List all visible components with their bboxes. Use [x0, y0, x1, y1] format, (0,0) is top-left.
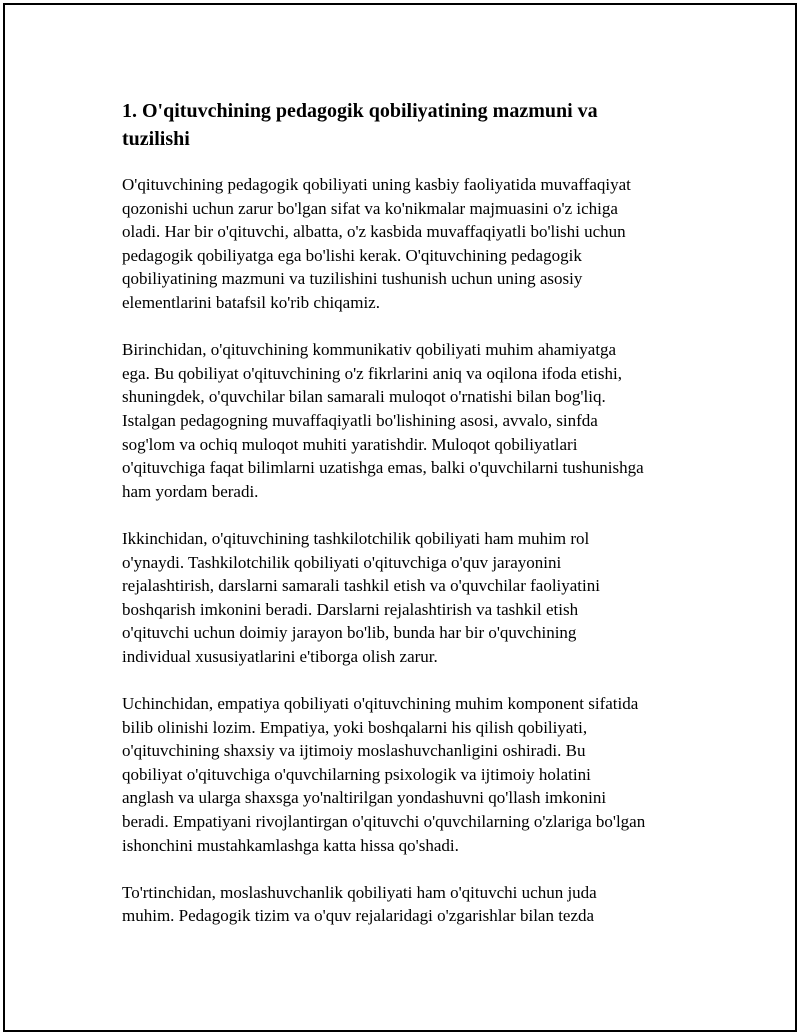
paragraph-third	[122, 692, 692, 857]
text-line: shuningdek, o'quvchilar bilan samarali muloqot o'rnatishi bilan bog'liq.	[122, 387, 606, 407]
text-line: o'qituvchiga faqat bilimlarni uzatishga emas, balki o'quvchilarni tushunishga	[122, 458, 644, 478]
text-line: bilib olinishi lozim. Empatiya, yoki boshqalarni his qilish qobiliyati,	[122, 717, 588, 737]
text-line: muhim. Pedagogik tizim va o'quv rejalaridagi o'zgarishlar bilan tezda	[122, 906, 595, 926]
text-line: qozonishi uchun zarur bo'lgan sifat va ko'nikmalar majmuasini o'z ichiga	[122, 198, 618, 218]
title-line: 1. O'qituvchining pedagogik qobiliyatining mazmuni va	[122, 100, 598, 122]
text-line: o'qituvchining shaxsiy va ijtimoiy moslashuvchanligini oshiradi. Bu	[122, 741, 586, 761]
text-line: Birinchidan, o'qituvchining kommunikativ qobiliyati muhim ahamiyatga	[122, 340, 617, 360]
text-line: qobiliyatining mazmuni va tuzilishini tushunish uchun uning asosiy	[122, 269, 583, 289]
text-line: o'qituvchi uchun doimiy jarayon bo'lib, bunda har bir o'quvchining	[122, 623, 577, 643]
text-line: beradi. Empatiyani rivojlantirgan o'qituvchi o'quvchilarning o'zlariga bo'lgan	[122, 812, 646, 832]
text-line: boshqarish imkonini beradi. Darslarni rejalashtirish va tashkil etish	[122, 599, 579, 619]
text-line: ega. Bu qobiliyat o'qituvchining o'z fikrlarini aniq va oqilona ifoda etishi,	[122, 363, 622, 383]
text-line: oladi. Har bir o'qituvchi, albatta, o'z kasbida muvaffaqiyatli bo'lishi uchun	[122, 222, 626, 242]
text-line: ishonchini mustahkamlashga katta hissa qo'shadi.	[122, 835, 459, 855]
text-line: sog'lom va ochiq muloqot muhiti yaratishdir. Muloqot qobiliyatlari	[122, 434, 578, 454]
paragraph-first	[122, 338, 692, 503]
text-line: Istalgan pedagogning muvaffaqiyatli bo'lishining asosi, avvalo, sinfda	[122, 410, 598, 430]
text-line: Uchinchidan, empatiya qobiliyati o'qituvchining muhim komponent sifatida	[122, 694, 639, 714]
text-line: O'qituvchining pedagogik qobiliyati uning kasbiy faoliyatida muvaffaqiyat	[122, 175, 631, 194]
text-line: anglash va ularga shaxsga yo'naltirilgan yondashuvni qo'llash imkonini	[122, 788, 607, 808]
paragraph-fourth	[122, 881, 692, 928]
section-title	[122, 97, 692, 153]
text-line: pedagogik qobiliyatga ega bo'lishi kerak. O'qituvchining pedagogik	[122, 245, 582, 265]
paragraph-second	[122, 527, 692, 669]
page-frame	[3, 3, 797, 1032]
text-line: Ikkinchidan, o'qituvchining tashkilotchilik qobiliyati ham muhim rol	[122, 528, 590, 548]
text-line: rejalashtirish, darslarni samarali tashkil etish va o'quvchilar faoliyatini	[122, 576, 600, 596]
text-line: ham yordam beradi.	[122, 481, 259, 501]
text-line: individual xususiyatlarini e'tiborga olish zarur.	[122, 646, 438, 666]
text-line: o'ynaydi. Tashkilotchilik qobiliyati o'qituvchiga o'quv jarayonini	[122, 552, 562, 572]
document-body	[122, 97, 692, 952]
title-line: tuzilishi	[122, 128, 190, 150]
text-line: elementlarini batafsil ko'rib chiqamiz.	[122, 292, 380, 312]
text-line: qobiliyat o'qituvchiga o'quvchilarning psixologik va ijtimoiy holatini	[122, 764, 591, 784]
text-line: To'rtinchidan, moslashuvchanlik qobiliyati ham o'qituvchi uchun juda	[122, 882, 597, 902]
paragraph-intro	[122, 173, 692, 315]
